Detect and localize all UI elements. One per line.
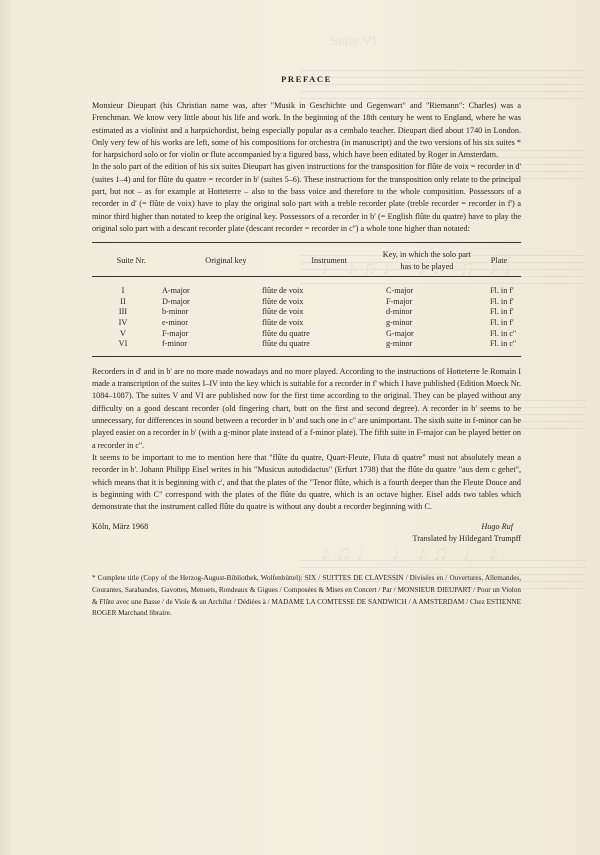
cell-original-key: b-minor (162, 307, 189, 317)
cell-instrument: flûte du quatre (262, 328, 310, 338)
cell-instrument: flûte de voix (262, 307, 304, 317)
table-row (92, 339, 521, 356)
cell-suite: V (120, 328, 126, 338)
preface-content (92, 74, 521, 620)
cell-key-to-play: d-minor (386, 307, 413, 317)
cell-original-key: e-minor (162, 318, 188, 328)
cell-key-to-play: F-major (386, 296, 413, 306)
cell-instrument: flûte de voix (262, 286, 304, 296)
place-date: Köln, März 1968 (92, 522, 149, 532)
cell-instrument: flûte du quatre (262, 339, 310, 349)
cell-instrument: flûte de voix (262, 318, 304, 328)
transposition-paragraph: In the solo part of the edition of his six suites Dieupart has given instructions for the transposition for flûte de voix = recorder in d' (suites 1–4) and for flûte du quatre = recorder in b' (suites 5–6). These instructions for the transposition only relate to the principal part, but not – as for example at Hotteterre – also to the bass voice and therefore to the whole composition. Possessors of a recorder in d' (= flûte de voix) have to play the original solo part with a treble recorder plate (treble recorder = recorder in f') a minor third higher than notated to keep the original key. Possessors of a recorder in b' (= English flûte du quatre) have to play the original solo part with a descant recorder plate (descant recorder = recorder in c'') a whole tone higher than notated: (92, 162, 521, 233)
cell-suite: I (121, 286, 125, 296)
col-header-plate: Plate (490, 256, 508, 266)
table-row (92, 307, 521, 318)
recorders-paragraph: Recorders in d' and in b' are no more made nowadays and no more played. According to the instructions of Hotteterre le Romain I made a transcription of the suites I–IV into the key which is suitable for a recorder in f' which I have published (Edition Moeck Nr. 1084–1087). The suites V and VI are published now for the first time according to the original. They can be played without any difficulty on a good descant recorder (old fingering chart, butt on the first and second degree). A recorder in b' seems to be unnecessary, for differences in sound between a recorder in b' and such one in c'' are unimportant. The sixth suite in f-minor can be played easier on a recorder in b' (with a g-minor plate instead of a f-minor plate). The fifth suite in F-major can be played better on a recorder in c''. (92, 366, 522, 450)
transposition-table (92, 242, 521, 357)
page-title: PREFACE (281, 74, 332, 84)
cell-key-to-play: C-major (386, 286, 414, 296)
eisel-paragraph: It seems to be important to me to mention here that "flûte du quatre, Quart-Fleute, Fluta di quatre" must not absolutely mean a recorder in b'. Johann Philipp Eisel writes in his "Musicus autodidactus" (Erfurt 1738) that the flûte du quatre "aus dem c gehet", which means that it is beginning with c', and that the plates of the "Tenor flûte, which is a fourth deeper than the Fleute Douce and is beginning with C" correspond with the plates of the flûte du quatre, which is an octave higher. Eisel adds two tables which demonstrate that the instrument called flûte du quatre is without any doubt a recorder beginning with C. (92, 452, 521, 512)
show-through-title: Suite VI (330, 34, 377, 49)
cell-original-key: F-major (162, 328, 189, 338)
cell-suite: II (120, 296, 126, 306)
cell-instrument: flûte de voix (262, 296, 304, 306)
cell-plate: Fl. in f' (490, 296, 514, 306)
cell-key-to-play: G-major (386, 328, 414, 338)
cell-plate: Fl. in c'' (490, 339, 516, 349)
translator-credit: Translated by Hildegard Trumpff (412, 534, 521, 544)
cell-plate: Fl. in f' (490, 318, 514, 328)
footnote: * Complete title (Copy of the Herzog-August-Bibliothek, Wolfenbüttel): SIX / SUITTES DE CLAVESSIN / Divisées en / Ouvertures, Allemandes, Courantes, Sarabandes, Gavottes, Menuets, Rondeaux & Gigues / Composées & Mises en Concert / Par / MONSIEUR DIEUPART / Pour un Violon & Flûte avec une Basse / de Viole & un Archilut / Dédiées à / MADAME LA COMTESSE DE SANDWICH / A AMSTERDAM / Chez ESTIENNE ROGER Marchand libraire. (92, 574, 521, 618)
intro-paragraph: Monsieur Dieupart (his Christian name was, after "Musik in Geschichte und Gegenwart" and "Riemann": Charles) was a Frenchman. We know very little about his life and work. In the beginning of the 18th century he went to England, where he was estimated as a violinist and a harpsichordist, being especially popular as a cembalo teacher. Dieupart died about 1740 in London. Only very few of his works are left, some of his compositions for orchestra (in manuscript) and the two versions of his six suites * for harpsichord solo or for violin or flute accompanied by a figured bass, which have been editated by Roger in Amsterdam. (92, 101, 521, 160)
cell-suite: VI (118, 339, 128, 349)
cell-plate: Fl. in f' (490, 286, 514, 296)
signature-row (92, 522, 521, 531)
table-row (92, 329, 521, 340)
cell-original-key: f-minor (162, 339, 188, 349)
table-header-row (92, 243, 521, 276)
cell-key-to-play: g-minor (386, 318, 413, 328)
cell-plate: Fl. in c'' (490, 328, 516, 338)
cell-original-key: D-major (162, 296, 190, 306)
cell-original-key: A-major (162, 286, 190, 296)
cell-plate: Fl. in f' (490, 307, 514, 317)
col-header-key-to-play: Key, in which the solo part has to be played (382, 250, 471, 271)
cell-suite: III (118, 307, 128, 317)
author-name: Hugo Ruf (481, 522, 513, 532)
col-header-instrument: Instrument (311, 256, 347, 266)
table-bottom-rule (92, 356, 521, 357)
col-header-original-key: Original key (205, 256, 247, 266)
table-row (92, 277, 521, 297)
table-row (92, 297, 521, 308)
cell-key-to-play: g-minor (386, 339, 413, 349)
cell-suite: IV (118, 318, 128, 328)
table-row (92, 318, 521, 329)
col-header-suite: Suite Nr. (116, 256, 146, 266)
